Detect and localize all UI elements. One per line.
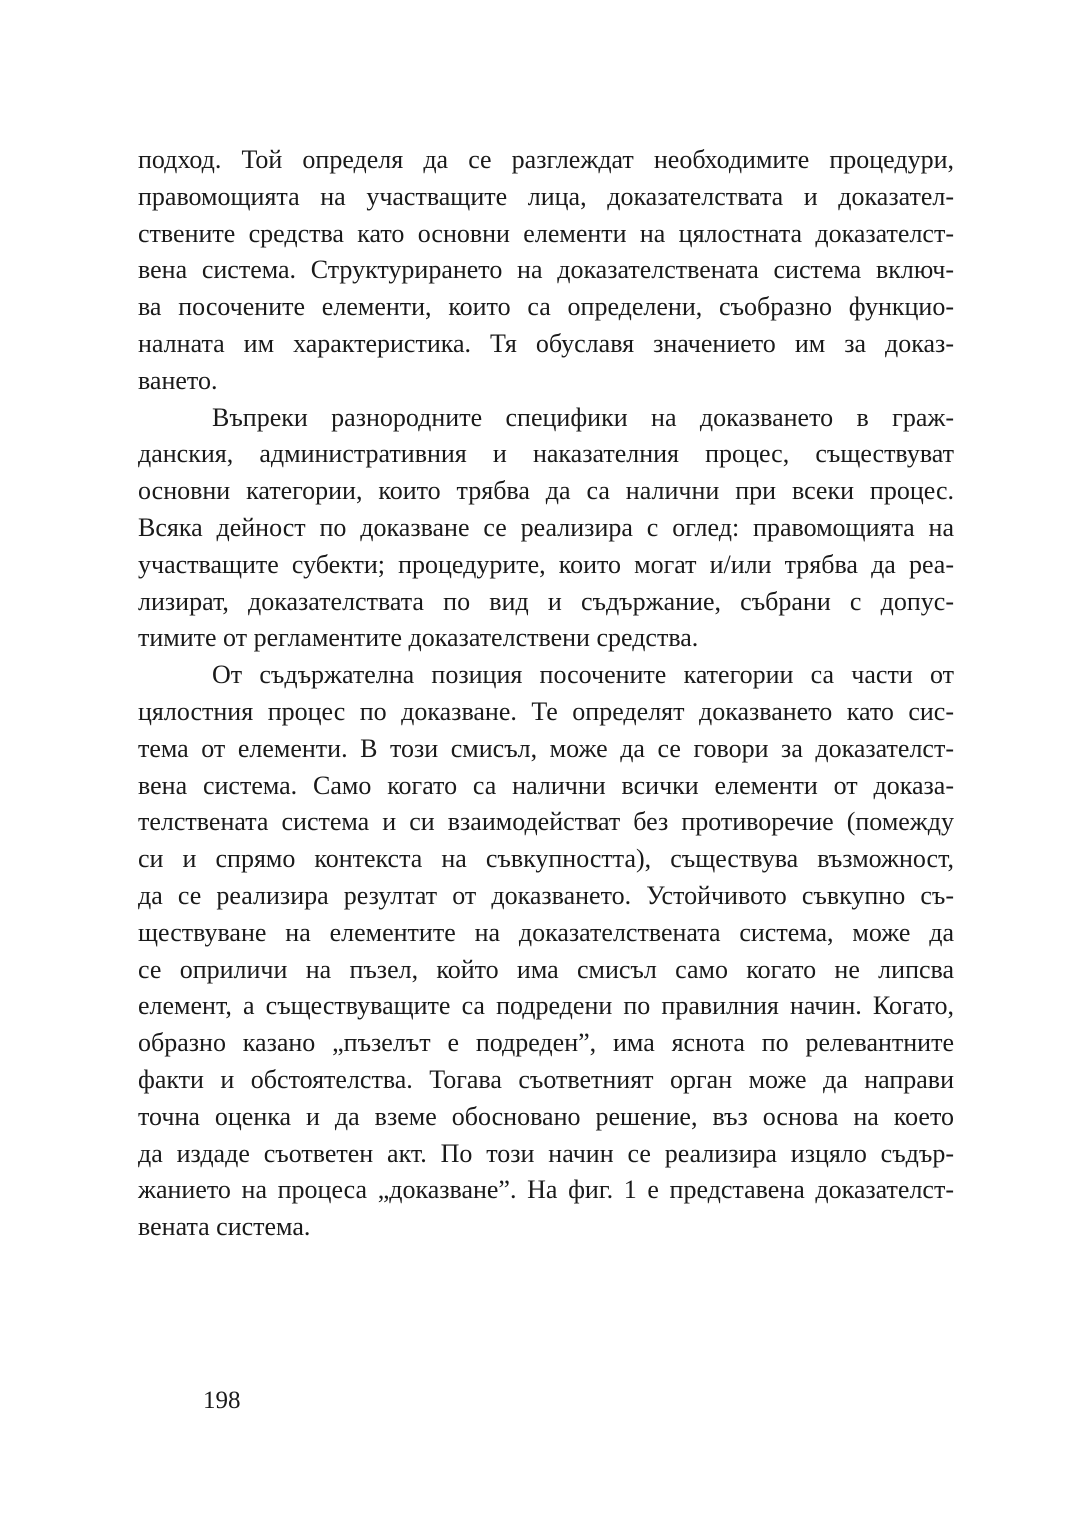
text-line: факти и обстоятелства. Тогава съответният орган може да направи bbox=[138, 1064, 954, 1094]
text-line: жанието на процеса „доказване”. На фиг. 1 е представена доказателст- bbox=[138, 1175, 954, 1205]
text-line: лизират, доказателствата по вид и съдържание, събрани с допус- bbox=[138, 586, 954, 616]
text-line: точна оценка и да вземе обосновано решение, въз основа на което bbox=[138, 1101, 954, 1131]
text-line: тема от елементи. В този смисъл, може да се говори за доказателст- bbox=[138, 733, 954, 763]
text-line: основни категории, които трябва да са налични при всеки процес. bbox=[138, 476, 954, 506]
text-line: цялостния процес по доказване. Те определят доказването като сис- bbox=[138, 696, 954, 726]
text-line: ствените средства като основни елементи на цялостната доказателст- bbox=[138, 218, 954, 248]
text-line: вена система. Структурирането на доказателствената система включ- bbox=[138, 255, 954, 285]
text-line: да се реализира резултат от доказването. Устойчивото съвкупно съ- bbox=[138, 880, 954, 910]
text-line: си и спрямо контекста на съвкупността), съществува възможност, bbox=[138, 844, 954, 874]
text-line: подход. Той определя да се разглеждат необходимите процедури, bbox=[138, 145, 954, 174]
paragraph-2 bbox=[138, 400, 954, 658]
text-line: се оприличи на пъзел, който има смисъл само когато не липсва bbox=[138, 954, 954, 984]
text-line: налната им характеристика. Тя обуславя значението им за доказ- bbox=[138, 328, 954, 358]
text-line: елемент, а съществуващите са подредени по правилния начин. Когато, bbox=[138, 991, 954, 1021]
text-line: телствената система и си взаимодействат без противоречие (помежду bbox=[138, 807, 954, 837]
text-line: данския, административния и наказателния процес, съществуват bbox=[138, 439, 954, 469]
text-line: От съдържателна позиция посочените категории са части от bbox=[212, 660, 954, 690]
text-line: ването. bbox=[138, 365, 218, 395]
paragraph-3 bbox=[138, 657, 954, 1246]
paragraph-1 bbox=[138, 142, 954, 400]
text-line: Всяка дейност по доказване се реализира с оглед: правомощията на bbox=[138, 512, 954, 542]
text-line: тимите от регламентите доказателствени средства. bbox=[138, 623, 699, 653]
page-number: 198 bbox=[203, 1387, 241, 1414]
text-line: да издаде съответен акт. По този начин се реализира изцяло съдър- bbox=[138, 1138, 954, 1168]
text-line: ществуване на елементите на доказателствената система, може да bbox=[138, 917, 954, 947]
text-line: вена система. Само когато са налични всички елементи от доказа- bbox=[138, 770, 954, 800]
text-line: правомощията на участващите лица, доказателствата и доказател- bbox=[138, 181, 954, 211]
text-line: ва посочените елементи, които са определени, съобразно функцио- bbox=[138, 292, 954, 322]
text-line: Въпреки разнородните специфики на доказването в граж- bbox=[212, 402, 954, 432]
text-line: участващите субекти; процедурите, които могат и/или трябва да реа- bbox=[138, 549, 954, 579]
page-body bbox=[138, 142, 954, 1246]
text-line: вената система. bbox=[138, 1212, 311, 1242]
text-line: образно казано „пъзелът е подреден”, има яснота по релевантните bbox=[138, 1028, 954, 1058]
